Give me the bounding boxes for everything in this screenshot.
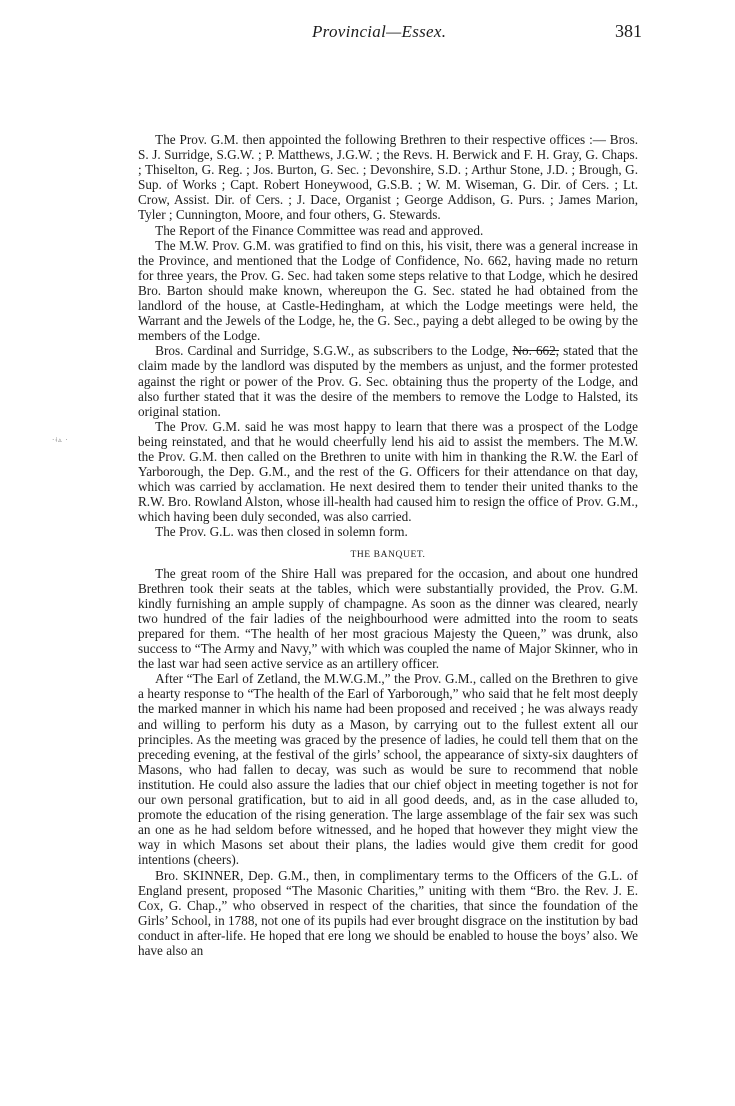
paragraph-finance-report: The Report of the Finance Committee was read and approved.: [155, 222, 484, 238]
page: [138, 0, 642, 958]
paragraph-cardinal-surridge: [138, 343, 638, 418]
stray-print-mark: ·ǂ▵ ·: [52, 436, 69, 444]
struck-text: No. 662,: [512, 343, 560, 359]
paragraph-cardinal-before: Bros. Cardinal and Surridge, S.G.W., as subscribers to the Lodge,: [155, 343, 513, 359]
banquet-heading: THE BANQUET.: [350, 549, 426, 560]
article-body: [138, 132, 638, 958]
paragraph-earl-of-zetland: After “The Earl of Zetland, the M.W.G.M.,” the Prov. G.M., called on the Brethren to give a hearty response to “The health of the Earl of Yarborough,” who said that he felt most deeply the marked manner in which his name had been proposed and received ; he was always ready and willing to perform his duty as a Mason, by carrying out to the fullest extent all our principles. As the meeting was graced by the presence of ladies, he could tell them that on the preceding evening, at the festival of the girls’ school, the appearance of sixty-six daughters of Masons, who had fallen to decay, was such as would be sure to recommend that noble institution. He could also assure the ladies that our chief object in meeting together is not for our own personal gratification, but to aid in all good deeds, and, as in the case alluded to, promote the education of the rising generation. The large assemblage of the fair sex was such an one as he had seldom before witnessed, and he hoped that however they might view the way in which Masons set about their plans, the ladies would give them credit for good intentions (cheers).: [138, 671, 638, 868]
page-header: [138, 0, 642, 46]
paragraph-reinstatement: The Prov. G.M. said he was most happy to learn that there was a prospect of the Lodge being reinstated, and that he would cheerfully lend his aid to assist the members. The M.W. the Prov. G.M. then called on the Brethren to unite with him in thanking the R.W. the Earl of Yarborough, the Dep. G.M., and the rest of the G. Officers for their attendance on that day, which was carried by acclamation. He next desired them to tender their united thanks to the R.W. Bro. Rowland Alston, whose ill-health had caused him to resign the office of Prov. G.M., which having been duly seconded, was also carried.: [138, 418, 638, 525]
paragraph-skinner-charities: Bro. SKINNER, Dep. G.M., then, in complimentary terms to the Officers of the G.L. of England present, proposed “The Masonic Charities,” uniting with them “Bro. the Rev. J. E. Cox, G. Chap.,” who observed in respect of the charities, that since the foundation of the Girls’ School, in 1788, not one of its pupils had ever brought disgrace on the institution by bad conduct in after-life. He hoped that ere long we should be enabled to house the boys’ also. We have also an: [138, 867, 638, 958]
paragraph-great-room: The great room of the Shire Hall was prepared for the occasion, and about one hundred Brethren took their seats at the tables, which were substantially provided, the Prov. G.M. kindly furnishing an ample supply of champagne. As soon as the dinner was cleared, nearly two hundred of the fair ladies of the neighbourhood were admitted into the room to seats prepared for them. “The health of her most gracious Majesty the Queen,” was drunk, also success to “The Army and Navy,” with which was coupled the name of Major Skinner, who in the last war had seen active service as an artillery officer.: [138, 565, 638, 672]
running-title: Provincial—Essex.: [312, 22, 447, 41]
page-number: 381: [615, 21, 642, 41]
paragraph-cardinal-after: stated that the claim made by the landlord was disputed by the members as unjust, and the former protested against the right or power of the Prov. G. Sec. obtaining thus the property of the Lodge, and also further stated that it was the desire of the members to remove the Lodge to Halsted, its original station.: [138, 343, 638, 419]
paragraph-closing: The Prov. G.L. was then closed in solemn form.: [155, 524, 408, 540]
paragraph-lodge-of-confidence: The M.W. Prov. G.M. was gratified to find on this, his visit, there was a general increase in the Province, and mentioned that the Lodge of Confidence, No. 662, having made no return for three years, the Prov. G. Sec. had taken some steps relative to that Lodge, which he desired Bro. Barton should make known, whereupon the G. Sec. stated he had obtained from the landlord of the house, at Castle-Hedingham, at which the Lodge meetings were held, the Warrant and the Jewels of the Lodge, he, the G. Sec., paying a debt alleged to be owing by the members of the Lodge.: [138, 237, 638, 344]
paragraph-appointments: The Prov. G.M. then appointed the following Brethren to their respective offices :— Bros. S. J. Surridge, S.G.W. ; P. Matthews, J.G.W. ; the Revs. H. Berwick and F. H. Gray, G. Chaps. ; Thiselton, G. Reg. ; Jos. Burton, G. Sec. ; Devonshire, S.D. ; Arthur Stone, J.D. ; Brough, G. Sup. of Works ; Capt. Robert Honeywood, G.S.B. ; W. M. Wiseman, G. Dir. of Cers. ; Lt. Crow, Assist. Dir. of Cers. ; J. Dace, Organist ; George Addison, G. Purs. ; James Marion, Tyler ; Cunnington, Moore, and four others, G. Stewards.: [138, 132, 638, 223]
